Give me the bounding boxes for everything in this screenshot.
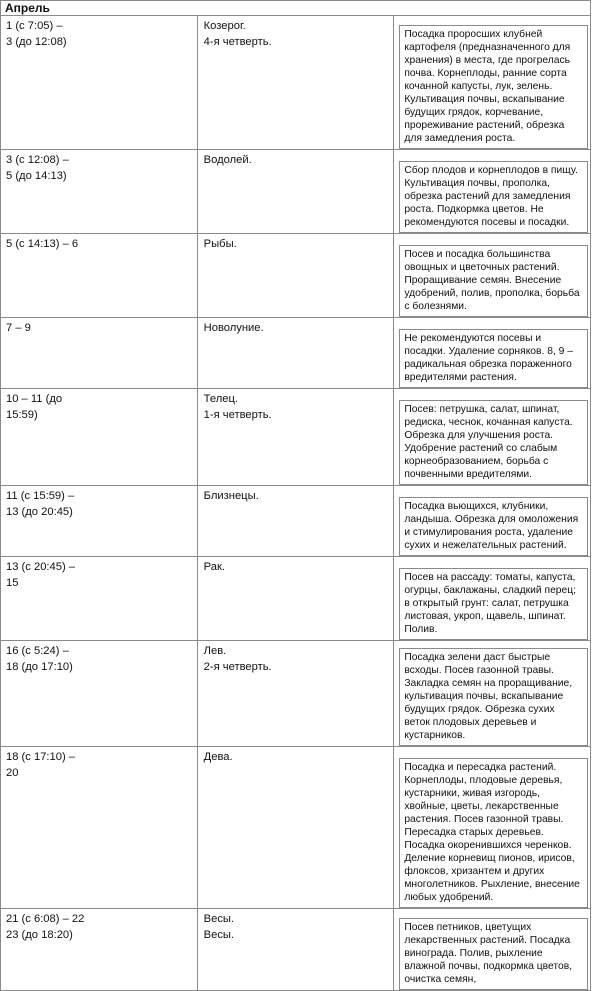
- zodiac-sign: Рыбы.: [203, 238, 237, 250]
- sign-cell: [197, 641, 394, 747]
- table-row: [1, 318, 591, 389]
- table-row: [1, 486, 591, 557]
- description-cell: [394, 641, 591, 747]
- zodiac-sign: Дева.: [203, 751, 233, 763]
- sign-cell: [197, 486, 394, 557]
- zodiac-sign: Телец.: [203, 393, 238, 405]
- zodiac-sign: Близнецы.: [203, 490, 259, 502]
- date-cell: [1, 16, 198, 150]
- description-cell: [394, 557, 591, 641]
- date-line: 16 (с 5:24) –: [6, 645, 69, 657]
- description-text: Посадка и пересадка растений. Корнеплоды, плодовые деревья, кустарники, живая изгородь, хвойные, цветы, лекарственные растения. Посев газонной травы. Пересадка старых деревьев. Посадка окоренившихся черенков. Деление корневищ пионов, ирисов, флоксов, хризантем и других многолетников. Рыхление, внесение любых удобрений.: [399, 758, 588, 908]
- date-line: 20: [6, 767, 19, 779]
- date-cell: [1, 909, 198, 991]
- zodiac-sign: Новолуние.: [203, 322, 264, 334]
- date-line: 11 (с 15:59) –: [6, 490, 75, 502]
- table-row: [1, 557, 591, 641]
- date-cell: [1, 234, 198, 318]
- date-cell: [1, 318, 198, 389]
- table-row: [1, 150, 591, 234]
- description-text: Посев петников, цветущих лекарственных растений. Посадка винограда. Полив, рыхление влажной почвы, подкормка цветов, очистка семян,: [399, 918, 588, 990]
- zodiac-sign: Рак.: [203, 561, 225, 573]
- description-cell: [394, 486, 591, 557]
- date-line: 3 (до 12:08): [6, 36, 67, 48]
- description-cell: [394, 747, 591, 909]
- sign-cell: [197, 557, 394, 641]
- moon-phase: 2-я четверть.: [203, 661, 272, 673]
- date-line: 13 (с 20:45) –: [6, 561, 76, 573]
- date-cell: [1, 486, 198, 557]
- date-line: 23 (до 18:20): [6, 929, 73, 941]
- month-title: Апрель: [1, 1, 591, 16]
- date-line: 5 (до 14:13): [6, 170, 67, 182]
- sign-cell: [197, 150, 394, 234]
- description-text: Посадка проросших клубней картофеля (предназначенного для хранения) в места, где прогрелась почва. Корнеплоды, ранние сорта кочанной капусты, лук, зелень. Культивация почвы, вскапывание будущих грядок, корчевание, прореживание растений, обрезка для замедления роста.: [399, 25, 588, 149]
- date-line: 15:59): [6, 409, 38, 421]
- sign-cell: [197, 389, 394, 486]
- date-line: 21 (с 6:08) – 22: [6, 913, 85, 925]
- sign-cell: [197, 318, 394, 389]
- description-cell: [394, 16, 591, 150]
- date-line: 3 (с 12:08) –: [6, 154, 69, 166]
- table-row: [1, 389, 591, 486]
- sign-cell: [197, 234, 394, 318]
- description-cell: [394, 318, 591, 389]
- description-cell: [394, 150, 591, 234]
- month-header-row: [1, 1, 591, 16]
- date-cell: [1, 641, 198, 747]
- date-cell: [1, 150, 198, 234]
- table-row: [1, 16, 591, 150]
- description-text: Посадка вьющихся, клубники, ландыша. Обрезка для омоложения и стимулирования роста, удаление сухих и нежелательных растений.: [399, 497, 588, 556]
- moon-phase: 1-я четверть.: [203, 409, 272, 421]
- zodiac-sign: Весы.: [203, 913, 235, 925]
- zodiac-sign: Весы.: [203, 929, 235, 941]
- description-text: Сбор плодов и корнеплодов в пищу. Культивация почвы, прополка, обрезка растений для замедления роста. Подкормка цветов. Не рекомендуются посевы и посадки.: [399, 161, 588, 233]
- date-line: 15: [6, 577, 19, 589]
- date-line: 7 – 9: [6, 322, 31, 334]
- zodiac-sign: Лев.: [203, 645, 227, 657]
- table-row: [1, 234, 591, 318]
- description-cell: [394, 389, 591, 486]
- date-line: 5 (с 14:13) – 6: [6, 238, 79, 250]
- description-text: Не рекомендуются посевы и посадки. Удаление сорняков. 8, 9 – радикальная обрезка пораженного вредителями растения.: [399, 329, 588, 388]
- description-cell: [394, 234, 591, 318]
- date-cell: [1, 389, 198, 486]
- date-line: 1 (с 7:05) –: [6, 20, 63, 32]
- description-text: Посадка зелени даст быстрые всходы. Посев газонной травы. Закладка семян на проращивание, культивация почвы, вскапывание будущих грядок. Обрезка сухих веток плодовых деревьев и кустарников.: [399, 648, 588, 746]
- date-cell: [1, 747, 198, 909]
- description-cell: [394, 909, 591, 991]
- sign-cell: [197, 909, 394, 991]
- date-line: 10 – 11 (до: [6, 393, 63, 405]
- description-text: Посев на рассаду: томаты, капуста, огурцы, баклажаны, сладкий перец; в открытый грунт: салат, петрушка листовая, укроп, щавель, шпинат. Полив.: [399, 568, 588, 640]
- table-row: [1, 747, 591, 909]
- zodiac-sign: Водолей.: [203, 154, 252, 166]
- sign-cell: [197, 16, 394, 150]
- date-line: 18 (до 17:10): [6, 661, 73, 673]
- table-row: [1, 909, 591, 991]
- description-text: Посев: петрушка, салат, шпинат, редиска, чеснок, кочанная капуста. Обрезка для улучшения роста. Удобрение растений со слабым корнеобразованием, борьба с почвенными вредителями.: [399, 400, 588, 485]
- moon-phase: 4-я четверть.: [203, 36, 272, 48]
- date-line: 13 (до 20:45): [6, 506, 73, 518]
- date-line: 18 (с 17:10) –: [6, 751, 76, 763]
- description-text: Посев и посадка большинства овощных и цветочных растений. Проращивание семян. Внесение удобрений, полив, прополка, борьба с болезнями.: [399, 245, 588, 317]
- sign-cell: [197, 747, 394, 909]
- date-cell: [1, 557, 198, 641]
- table-row: [1, 641, 591, 747]
- zodiac-sign: Козерог.: [203, 20, 246, 32]
